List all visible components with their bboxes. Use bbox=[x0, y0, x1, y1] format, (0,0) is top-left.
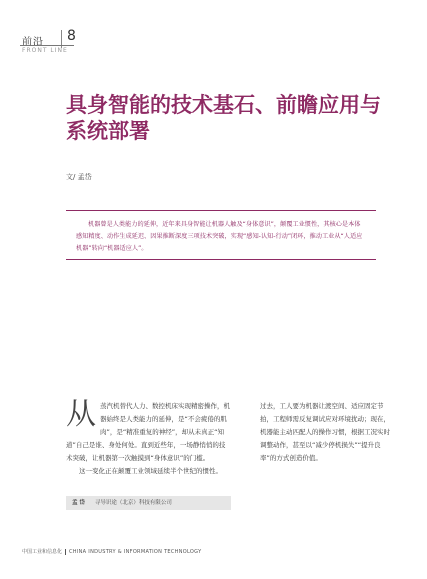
footer-magazine-cn: 中国工业和信息化 bbox=[22, 549, 63, 555]
footer-separator bbox=[65, 549, 66, 555]
article-abstract: 机器曾是人类能力的延伸，近年来具身智能让机器人触及“身体意识”，颠覆工业惯性，其核心是本体感知精度、动作生成延迟、因果推断深度三项技术突破，实现“感知-认知-行动”闭环，推动工业从“人适应机器”转向“机器适应人”。 bbox=[66, 210, 376, 260]
body-paragraph-3: 过去，工人要为机器让渡空间、适应固定节拍，工程师需反复调试应对环境扰动；现在，机器能主动匹配人的操作习惯，根据工况实时调整动作，甚至以“减少停机损失”“提升良率”的方式创造价值。 bbox=[260, 402, 390, 462]
section-label-en: FRONT LINE bbox=[22, 47, 68, 54]
body-paragraph-2: 这一变化正在颠覆工业领域延续半个世纪的惯性。 bbox=[79, 467, 222, 475]
page-footer bbox=[22, 548, 201, 555]
article-title: 具身智能的技术基石、前瞻应用与系统部署 bbox=[66, 93, 381, 143]
bio-affiliation: 寻导识途（北京）科技有限公司 bbox=[94, 500, 172, 506]
footer-magazine-en: CHINA INDUSTRY & INFORMATION TECHNOLOGY bbox=[69, 549, 202, 555]
body-column-2 bbox=[260, 400, 390, 465]
page-number: 8 bbox=[67, 28, 76, 44]
drop-cap: 从 bbox=[66, 397, 96, 432]
body-column-1 bbox=[66, 397, 231, 478]
body-paragraph-1: 蒸汽机替代人力、数控机床实现精密操作，机器始终是人类能力的延伸，是“不会疲倦的肌肉”，是“精准重复的神经”，却从未真正“知道”自己是谁、身处何处。直到近些年，一场静悄悄的技术突破，让机器第一次触摸到“身体意识”的门槛。 bbox=[66, 402, 230, 462]
author-bio bbox=[66, 496, 231, 510]
section-label-cn: 前沿 bbox=[22, 37, 44, 48]
header-divider-horizontal bbox=[20, 45, 74, 46]
bio-name: 孟 岱 bbox=[72, 500, 85, 506]
article-author: 文/ 孟岱 bbox=[66, 173, 92, 181]
